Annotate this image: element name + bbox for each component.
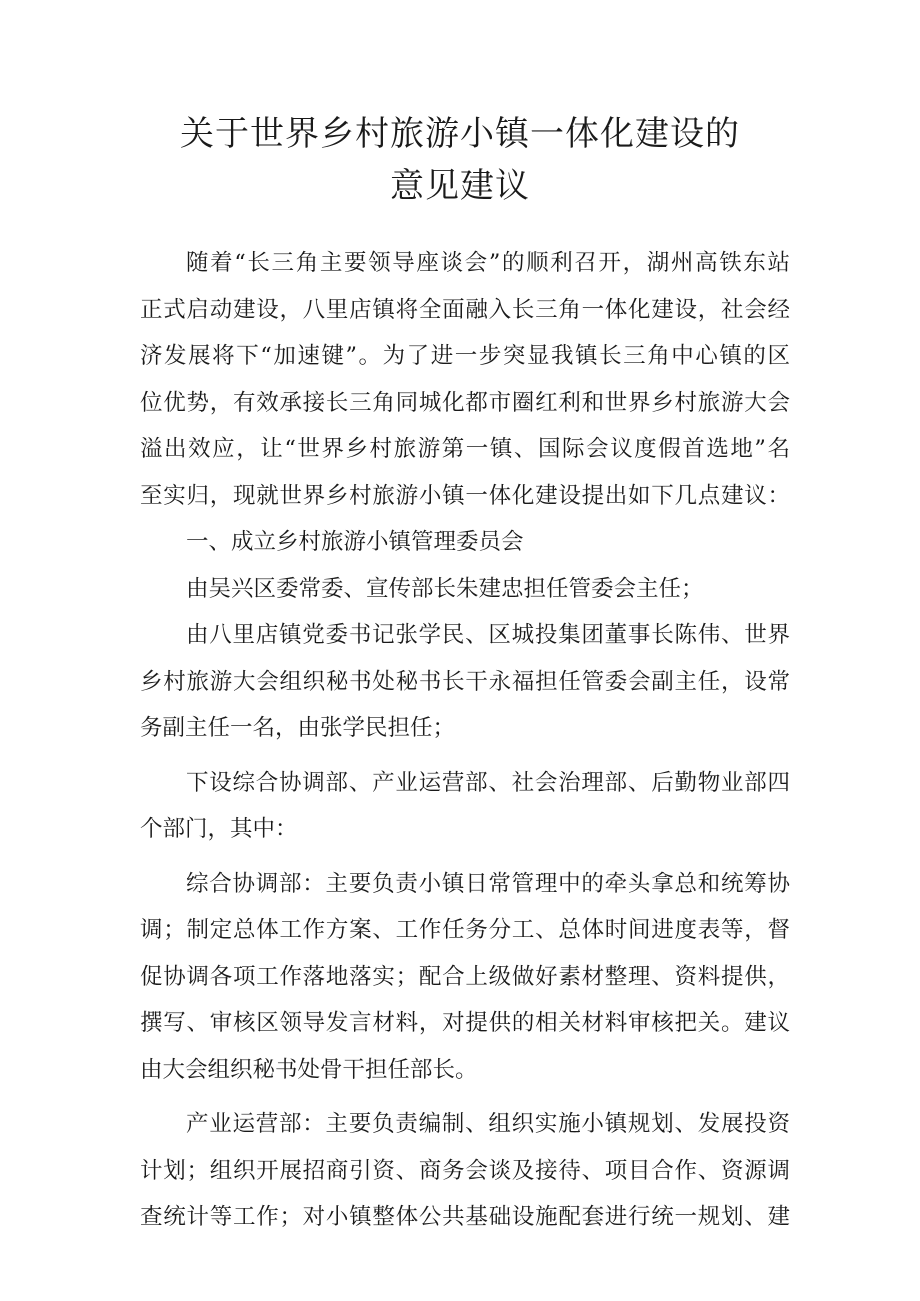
- text-line: 一、成立乡村旅游小镇管理委员会: [186, 529, 524, 555]
- text-line: 综合协调部：主要负责小镇日常管理中的牵头拿总和统筹协: [186, 870, 790, 897]
- section-heading: [140, 519, 790, 566]
- text-line: 溢出效应，让“世界乡村旅游第一镇、国际会议度假首选地”名: [140, 436, 790, 462]
- title-line-1: 关于世界乡村旅游小镇一体化建设的: [180, 114, 740, 154]
- text-line: 撰写、审核区领导发言材料，对提供的相关材料审核把关。建议: [140, 1010, 790, 1036]
- text-line: 正式启动建设，八里店镇将全面融入长三角一体化建设，社会经: [140, 296, 790, 323]
- paragraph-coordination-dept: [140, 861, 790, 1094]
- text-line: 务副主任一名，由张学民担任；: [140, 715, 456, 741]
- document-title: [0, 108, 920, 212]
- text-line: 产业运营部：主要负责编制、组织实施小镇规划、发展投资: [186, 1111, 790, 1137]
- text-line: 计划；组织开展招商引资、商务会谈及接待、项目合作、资源调: [140, 1157, 790, 1184]
- text-line: 至实归，现就世界乡村旅游小镇一体化建设提出如下几点建议：: [140, 482, 790, 509]
- text-line: 济发展将下“加速键”。为了进一步突显我镇长三角中心镇的区: [140, 343, 790, 369]
- text-line: 查统计等工作；对小镇整体公共基础设施配套进行统一规划、建: [140, 1204, 790, 1230]
- document-body: [140, 240, 790, 1241]
- paragraph-deputy-directors: [140, 612, 790, 752]
- text-line: 调；制定总体工作方案、工作任务分工、总体时间进度表等，督: [140, 917, 790, 943]
- text-line: 由八里店镇党委书记张学民、区城投集团董事长陈伟、世界: [186, 622, 790, 648]
- paragraph-director: [140, 566, 790, 613]
- text-line: 个部门，其中：: [140, 816, 298, 842]
- paragraph-industry-dept: [140, 1101, 790, 1241]
- text-line: 位优势，有效承接长三角同城化都市圈红利和世界乡村旅游大会: [140, 389, 790, 416]
- text-line: 由吴兴区委常委、宣传部长朱建忠担任管委会主任；: [186, 575, 704, 602]
- paragraph-intro: [140, 240, 790, 519]
- text-line: 促协调各项工作落地落实；配合上级做好素材整理、资料提供，: [140, 963, 790, 990]
- text-line: 随着“长三角主要领导座谈会”的顺利召开，湖州高铁东站: [186, 250, 790, 276]
- title-line-2: 意见建议: [390, 166, 530, 206]
- paragraph-departments: [140, 760, 790, 853]
- text-line: 乡村旅游大会组织秘书处秘书长干永福担任管委会副主任，设常: [140, 668, 790, 695]
- text-line: 由大会组织秘书处骨干担任部长。: [140, 1056, 478, 1083]
- text-line: 下设综合协调部、产业运营部、社会治理部、后勤物业部四: [186, 769, 790, 796]
